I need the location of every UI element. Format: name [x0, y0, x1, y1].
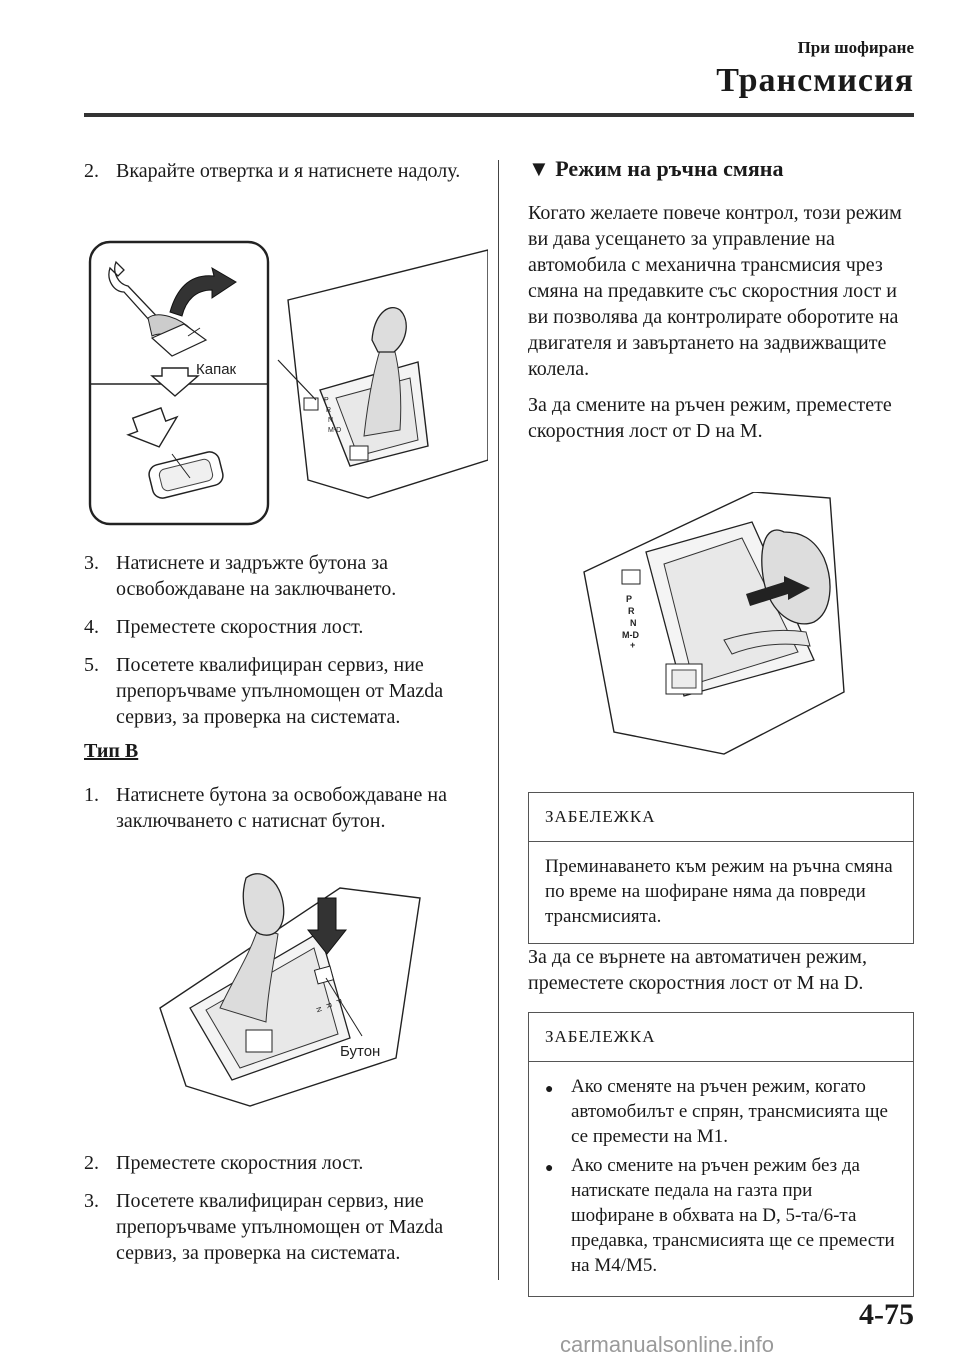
section-subtitle: При шофиране [797, 38, 914, 57]
gear-label-p-2: P [334, 998, 343, 1006]
step-5: 5. Посетете квалифициран сервиз, ние препоръчваме упълномощен от Mazda сервиз, за проверка на системата. [84, 654, 444, 728]
type-b-heading: Тип B [84, 740, 139, 762]
header-rule [84, 113, 914, 117]
step-b-1: 1. Натиснете бутона за освобождаване на заключването с натиснат бутон. [84, 784, 448, 832]
step-b-2: 2. Преместете скоростния лост. [84, 1152, 364, 1174]
gear-label-r: R [326, 407, 332, 414]
note-box-1 [528, 792, 914, 944]
page-number: 4-75 [859, 1298, 914, 1331]
gear-label-p: P [324, 397, 329, 404]
steps-b-list [84, 1150, 484, 1266]
gear-label-md: M-D [328, 427, 342, 434]
step-2: 2. Вкарайте отвертка и я натиснете надолу. [84, 160, 461, 182]
switch-to-auto-text: За да се върнете на автоматичен режим, преместете скоростния лост от M на D. [528, 946, 867, 994]
step-4: 4. Преместете скоростния лост. [84, 616, 364, 638]
bullet-icon: ● [545, 1082, 554, 1097]
button-label: Бутон [340, 1043, 381, 1060]
watermark: carmanualsonline.info [560, 1332, 775, 1357]
note-title-1: ЗАБЕЛЕЖКА [529, 793, 913, 842]
gear-label-r-3: R [628, 606, 635, 616]
note-title-2: ЗАБЕЛЕЖКА [529, 1013, 913, 1062]
column-divider [498, 160, 499, 1280]
gear-label-md-3: M-D [622, 630, 639, 640]
gear-label-n: N [328, 417, 334, 424]
gear-label-plus: + [630, 640, 636, 650]
switch-to-manual-text: За да смените на ръчен режим, преместете скоростния лост от D на M. [528, 394, 892, 442]
note-box-2 [528, 1012, 914, 1297]
note-bullet-1: ● Ако сменяте на ръчен режим, когато автомобилът е спрян, трансмисията ще се премести на M1. [545, 1076, 888, 1147]
step-b-3: 3. Посетете квалифициран сервиз, ние препоръчваме упълномощен от Mazda сервиз, за проверка на системата. [84, 1190, 444, 1264]
gear-label-n-3: N [630, 618, 637, 628]
gear-label-p-3: P [626, 594, 633, 604]
step-3: 3. Натиснете и задръжте бутона за освобождаване на заключването. [84, 552, 397, 600]
manual-mode-intro: Когато желаете повече контрол, този режим ви дава усещането за управление на автомобила с механична трансмисия чрез смяна на предавките със скоростния лост и ви позволява да контролирате оборотите на двигателя и завъртането на задвижващите колела. [528, 202, 902, 380]
manual-mode-heading: ▼ Режим на ръчна смяна [528, 156, 784, 181]
section-title: Трансмисия [716, 62, 914, 99]
cover-label: Капак [196, 361, 237, 378]
steps-a-list [84, 550, 484, 730]
note-text-1: Преминаването към режим на ръчна смяна по време на шофиране няма да повреди трансмисията. [545, 856, 893, 927]
manual-shift-figure [574, 492, 874, 764]
bullet-icon: ● [545, 1161, 554, 1176]
note-bullet-2: ● Ако смените на ръчен режим без да натискате педала на газта при шофиране в обхвата на D, 5-та/6-та предавка, трансмисията ще се премести на M4/M5. [545, 1155, 895, 1276]
cover-removal-figure [88, 240, 488, 530]
shift-lock-button-figure [150, 858, 450, 1118]
gear-label-n-2: N [314, 1006, 323, 1014]
triangle-marker-icon: ▼ [528, 156, 550, 181]
gear-label-r-2: R [324, 1002, 333, 1010]
